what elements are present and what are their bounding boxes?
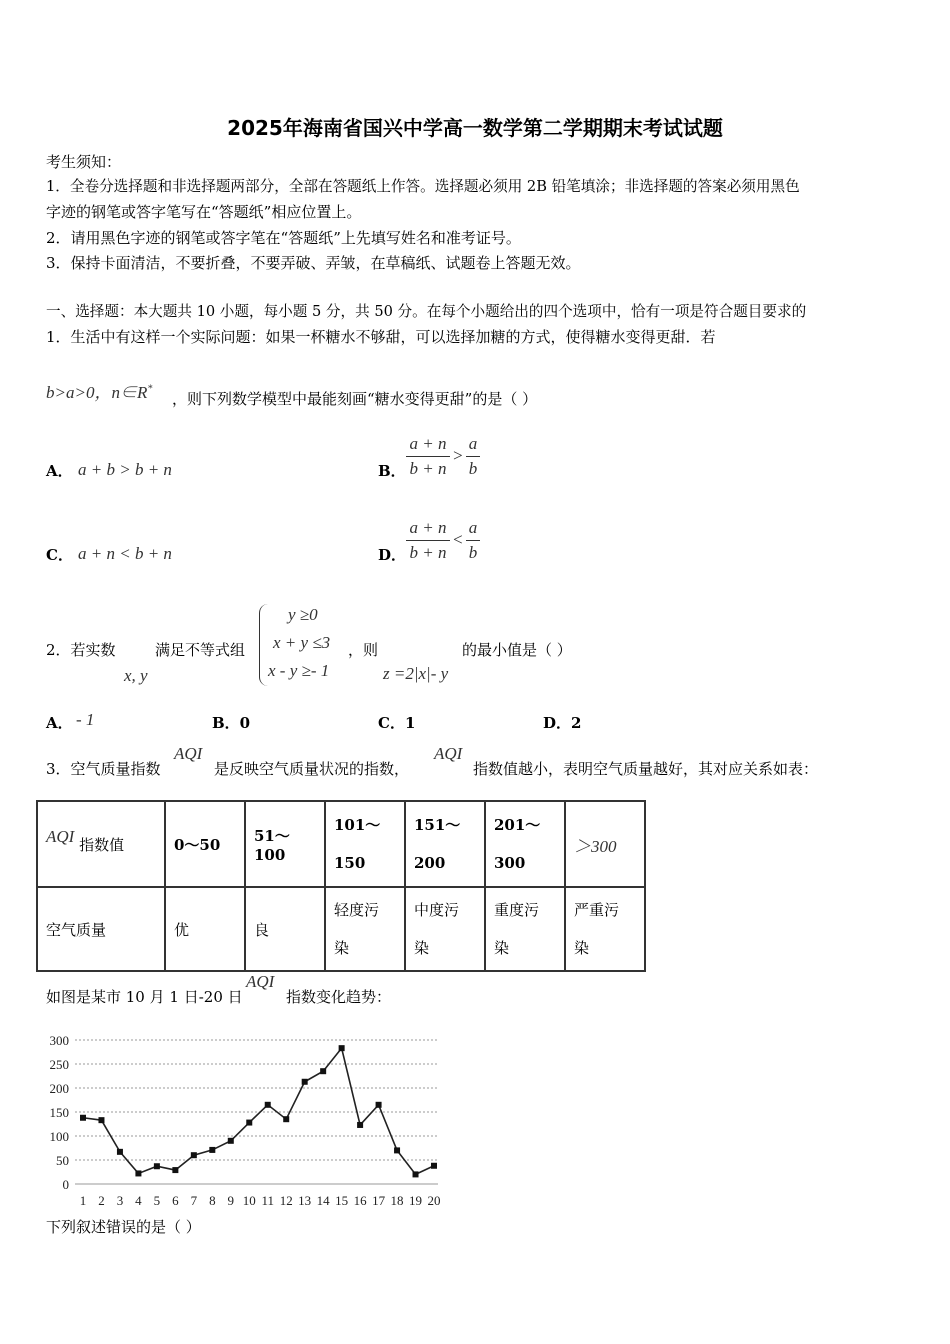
table-cell: 151～ 200 (405, 801, 485, 887)
x-tick-label: 10 (242, 1193, 256, 1208)
x-tick-label: 12 (279, 1193, 293, 1208)
data-point (283, 1116, 289, 1122)
q1-option-c: a + n < b + n (78, 544, 172, 563)
y-tick-label: 300 (49, 1033, 69, 1048)
q3-stem-1: 3．空气质量指数 (46, 760, 161, 778)
x-tick-label: 11 (261, 1193, 275, 1208)
x-tick-label: 14 (316, 1193, 330, 1208)
chart-intro-2: 指数变化趋势： (286, 988, 392, 1006)
table-cell: 轻度污 染 (325, 887, 405, 971)
data-point (357, 1122, 363, 1128)
table-cell: 51～100 (245, 801, 325, 887)
q2-option-a-label: A． (46, 714, 73, 732)
series-line (83, 1048, 434, 1174)
q2-option-d: D．2 (543, 714, 582, 732)
q1-option-c-label: C． (46, 546, 73, 564)
table-cell: 空气质量 (37, 887, 165, 971)
q1-option-b-op: > (452, 446, 464, 465)
q1-option-d-frac2: $\frac{a}{b}$ (466, 518, 480, 563)
aqi-table (36, 800, 646, 972)
q1-option-d-op: < (452, 530, 464, 549)
x-tick-label: 6 (172, 1193, 179, 1208)
q3-aqi-1: AQI (174, 744, 203, 763)
q1-option-b-frac2: $\frac{a}{b}$ (466, 434, 480, 479)
x-tick-label: 16 (353, 1193, 367, 1208)
table-cell: 良 (245, 887, 325, 971)
notice-line-2: 2．请用黑色字迹的钢笔或答字笔在“答题纸”上先填写姓名和准考证号。 (46, 229, 521, 247)
q2-option-a: - 1 (76, 710, 95, 729)
chart-intro-aqi: AQI (246, 972, 275, 991)
q3-stem-2: 是反映空气质量状况的指数， (214, 760, 410, 778)
x-tick-label: 13 (298, 1193, 312, 1208)
notice-line-3: 3．保持卡面清洁，不要折叠，不要弄破、弄皱，在草稿纸、试题卷上答题无效。 (46, 254, 581, 272)
notice-heading: 考生须知： (46, 153, 122, 171)
x-tick-label: 7 (190, 1193, 198, 1208)
table-cell: 严重污 染 (565, 887, 645, 971)
data-point (302, 1079, 308, 1085)
data-point (135, 1170, 141, 1176)
x-tick-label: 4 (135, 1193, 142, 1208)
y-tick-label: 200 (49, 1081, 69, 1096)
q2-system-brace (259, 604, 268, 686)
notice-line-1: 1．全卷分选择题和非选择题两部分，全部在答题纸上作答。选择题必须用 2B 铅笔填涂；非选择题的答案必须用黑色 (46, 178, 800, 195)
y-tick-label: 0 (62, 1177, 69, 1192)
data-point (80, 1115, 86, 1121)
data-point (431, 1163, 437, 1169)
notice-line-1b: 字迹的钢笔或答字笔写在“答题纸”相应位置上。 (46, 203, 362, 221)
page-title: 2025年海南省国兴中学高一数学第二学期期末考试试题 (227, 116, 723, 140)
q1-stem-2: ，则下列数学模型中最能刻画“糖水变得更甜”的是（ ） (172, 390, 538, 408)
aqi-line-chart (40, 1026, 450, 1210)
data-point (117, 1149, 123, 1155)
q2-option-b: B．0 (212, 714, 251, 732)
data-point (228, 1138, 234, 1144)
table-cell: AQI 指数值 (37, 801, 165, 887)
q1-stem: 1．生活中有这样一个实际问题：如果一杯糖水不够甜，可以选择加糖的方式，使得糖水变得更甜．若 (46, 328, 716, 346)
section-heading: 一、选择题：本大题共 10 小题，每小题 5 分，共 50 分。在每个小题给出的四个选项中，恰有一项是符合题目要求的 (46, 303, 807, 320)
data-point (376, 1102, 382, 1108)
x-tick-label: 15 (335, 1193, 349, 1208)
q2-vars: x, y (124, 666, 148, 685)
q2-z-expr: z =2|x|- y (383, 664, 449, 683)
x-tick-label: 19 (409, 1193, 423, 1208)
x-tick-label: 9 (227, 1193, 235, 1208)
y-tick-label: 150 (49, 1105, 69, 1120)
data-point (209, 1147, 215, 1153)
table-cell: 201～ 300 (485, 801, 565, 887)
aqi-table-row-index (37, 801, 645, 887)
x-tick-label: 18 (390, 1193, 404, 1208)
y-tick-label: 50 (56, 1153, 69, 1168)
x-tick-label: 5 (153, 1193, 161, 1208)
data-point (320, 1068, 326, 1074)
data-point (246, 1120, 252, 1126)
q2-stem-4: 的最小值是（ ） (462, 641, 572, 659)
q2-ineq-2: x + y ≤3 (273, 633, 331, 652)
data-point (413, 1171, 419, 1177)
q2-ineq-1: y ≥0 (288, 605, 318, 624)
y-tick-label: 100 (49, 1129, 69, 1144)
q2-stem-3: ，则 (348, 641, 379, 659)
q2-stem-2: 满足不等式组 (155, 641, 246, 659)
x-tick-label: 3 (116, 1193, 124, 1208)
y-tick-label: 250 (49, 1057, 69, 1072)
data-point (394, 1147, 400, 1153)
data-point (172, 1167, 178, 1173)
q1-option-d-frac1: $\frac{a + n}{b + n}$ (406, 518, 450, 563)
q2-option-c: C．1 (378, 714, 416, 732)
x-tick-label: 1 (79, 1193, 87, 1208)
q3-stem-3: 指数值越小，表明空气质量越好，其对应关系如表： (473, 760, 819, 778)
aqi-table-row-quality (37, 887, 645, 971)
table-cell: 中度污 染 (405, 887, 485, 971)
data-point (154, 1163, 160, 1169)
q3-question: 下列叙述错误的是（ ） (46, 1218, 201, 1236)
q1-option-b-frac1: $\frac{a + n}{b + n}$ (406, 434, 450, 479)
q1-option-d-label: D． (378, 546, 407, 564)
data-point (339, 1045, 345, 1051)
chart-intro-1: 如图是某市 10 月 1 日-20 日 (46, 988, 243, 1006)
x-tick-label: 2 (98, 1193, 105, 1208)
x-tick-label: 17 (372, 1193, 386, 1208)
q1-option-a: a + b > b + n (78, 460, 172, 479)
x-tick-label: 20 (427, 1193, 441, 1208)
q2-ineq-3: x - y ≥- 1 (268, 661, 330, 680)
q1-option-a-label: A． (46, 462, 73, 480)
data-point (265, 1102, 271, 1108)
table-cell: 优 (165, 887, 245, 971)
table-cell: 0～50 (165, 801, 245, 887)
table-cell: 101～ 150 (325, 801, 405, 887)
q2-stem-1: 2．若实数 (46, 641, 116, 659)
x-tick-label: 8 (209, 1193, 216, 1208)
table-cell: 重度污 染 (485, 887, 565, 971)
q1-condition: b>a>0，n∈R* (46, 383, 153, 402)
q3-aqi-2: AQI (434, 744, 463, 763)
q1-option-b-label: B． (378, 462, 406, 480)
data-point (191, 1152, 197, 1158)
data-point (98, 1117, 104, 1123)
table-cell: ＞300 (565, 801, 645, 887)
